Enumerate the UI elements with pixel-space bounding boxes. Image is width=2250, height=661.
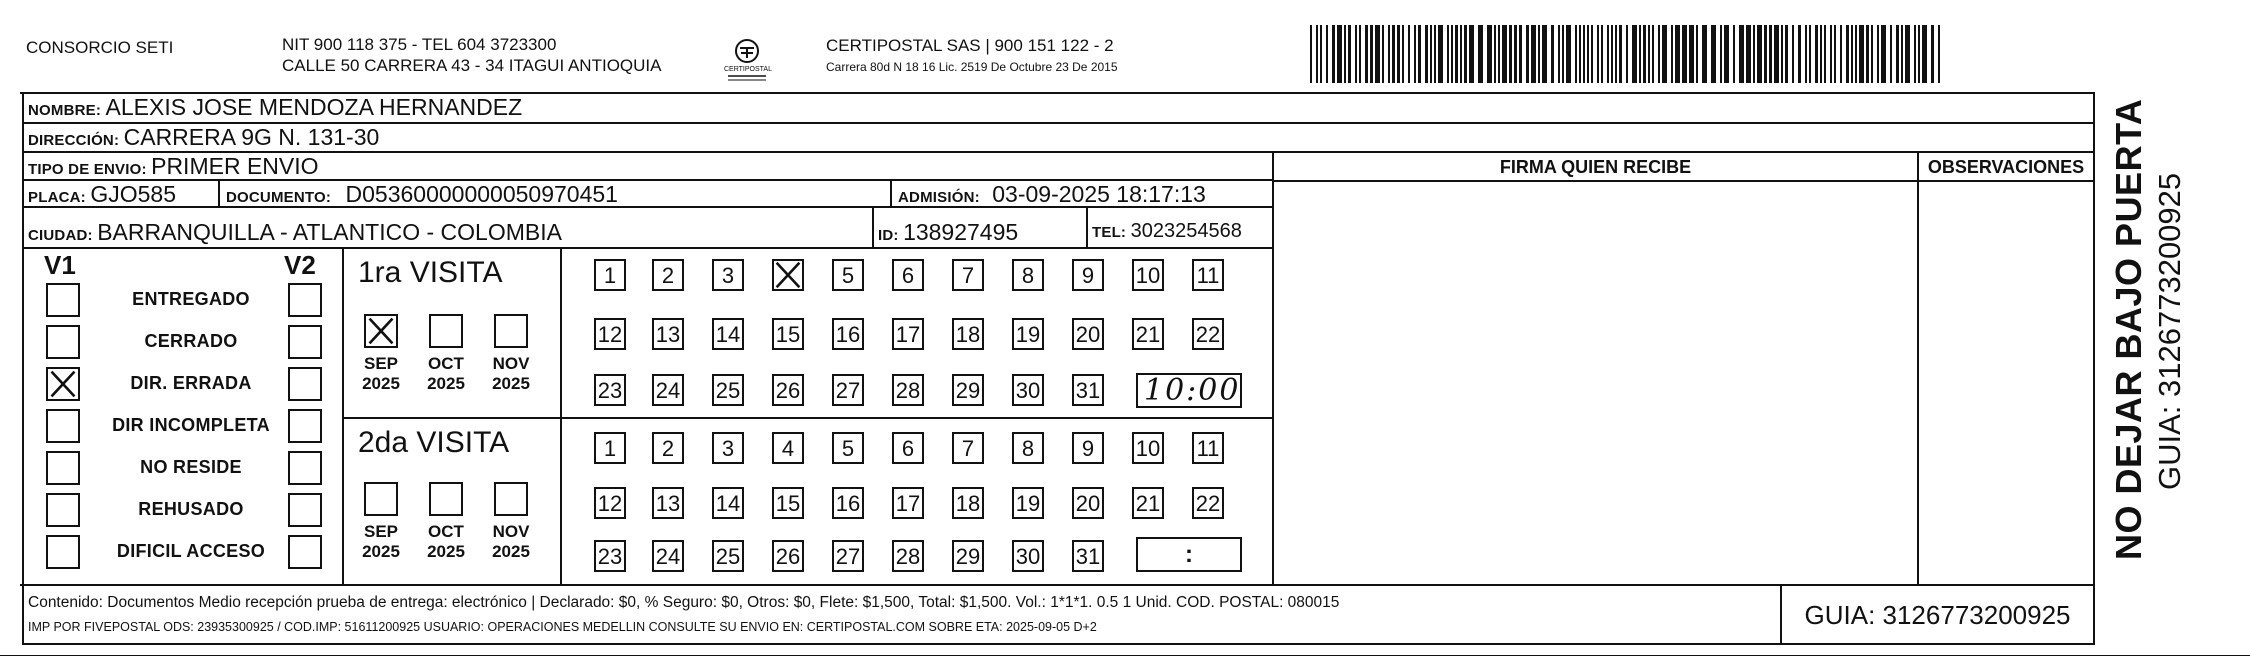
visit2-day-20[interactable]: 20 — [1072, 487, 1104, 519]
barcode-bar — [1542, 25, 1547, 83]
direccion-label: DIRECCIÓN: — [28, 132, 120, 149]
visit2-day-4[interactable]: 4 — [772, 432, 804, 464]
rule — [1086, 206, 1088, 247]
barcode-bar — [1711, 25, 1716, 83]
visit1-month-oct[interactable] — [429, 314, 463, 348]
v2-checkbox-rehusado[interactable] — [288, 493, 322, 527]
rule — [22, 643, 2095, 645]
visit2-day-18[interactable]: 18 — [952, 487, 984, 519]
barcode-bar — [1591, 25, 1593, 83]
nombre-row — [28, 94, 522, 121]
barcode-bar — [1866, 25, 1869, 83]
barcode-bar — [1397, 25, 1400, 83]
barcode-bar — [1478, 25, 1483, 83]
barcode-bar — [1494, 25, 1496, 83]
barcode-bar — [1587, 25, 1589, 83]
id-label: ID: — [878, 227, 899, 244]
visit1-day-4[interactable] — [772, 259, 804, 291]
visit2-month-label-oct: OCT — [428, 522, 464, 541]
visit1-year-label-nov: 2025 — [492, 374, 530, 393]
visit2-day-31[interactable]: 31 — [1072, 540, 1104, 572]
certipostal-line: CERTIPOSTAL SAS | 900 151 122 - 2 — [826, 36, 1114, 55]
tel-row — [1092, 220, 1242, 243]
visit1-time-box[interactable] — [1136, 373, 1242, 408]
documento-label: DOCUMENTO: — [226, 189, 332, 206]
rule — [872, 206, 874, 247]
visit1-day-21[interactable]: 21 — [1132, 318, 1164, 350]
observations-header: OBSERVACIONES — [1927, 157, 2085, 177]
visit2-day-14[interactable]: 14 — [712, 487, 744, 519]
visit1-day-23[interactable]: 23 — [594, 374, 626, 406]
ciudad-label: CIUDAD: — [28, 227, 93, 244]
barcode-bar — [1739, 25, 1744, 83]
barcode-bar — [1922, 25, 1927, 83]
visit2-day-11[interactable]: 11 — [1192, 432, 1224, 464]
placa-label: PLACA: — [28, 189, 86, 206]
v1-checkbox-cerrado[interactable] — [46, 325, 80, 359]
barcode-bar — [1859, 25, 1864, 83]
barcode-bar — [1746, 25, 1751, 83]
barcode-bar — [1619, 25, 1622, 83]
visit2-time-colon: : — [1185, 541, 1193, 568]
barcode-bar — [1502, 25, 1507, 83]
barcode-bar — [1464, 25, 1467, 83]
rule — [2093, 92, 2095, 643]
visit1-day-17[interactable]: 17 — [892, 318, 924, 350]
barcode-bar — [1337, 25, 1342, 83]
v1-checkbox-no-reside[interactable] — [46, 451, 80, 485]
barcode-bar — [1509, 25, 1512, 83]
visit1-day-2[interactable]: 2 — [652, 259, 684, 291]
status-label-dir-errada: DIR. ERRADA — [130, 373, 252, 393]
visit1-day-15[interactable]: 15 — [772, 318, 804, 350]
ciudad-row — [28, 219, 562, 246]
barcode-bar — [1689, 25, 1694, 83]
barcode-bar — [1583, 25, 1585, 83]
visit1-day-30[interactable]: 30 — [1012, 374, 1044, 406]
placa-row — [28, 181, 176, 208]
visit2-day-26[interactable]: 26 — [772, 540, 804, 572]
barcode-bar — [1890, 25, 1892, 83]
nombre-value: ALEXIS JOSE MENDOZA HERNANDEZ — [105, 94, 523, 120]
visit1-day-8[interactable]: 8 — [1012, 259, 1044, 291]
barcode-bar — [1519, 25, 1522, 83]
visit2-time-box[interactable] — [1136, 537, 1242, 572]
v2-checkbox-no-reside[interactable] — [288, 451, 322, 485]
visit2-year-label-nov: 2025 — [492, 542, 530, 561]
barcode-bar — [1365, 25, 1368, 83]
visit2-day-13[interactable]: 13 — [652, 487, 684, 519]
barcode-bar — [1558, 25, 1560, 83]
barcode-bar — [1753, 25, 1755, 83]
barcode-bar — [1310, 25, 1312, 83]
barcode-bar — [1498, 25, 1500, 83]
barcode-bar — [1834, 25, 1836, 83]
status-label-cerrado: CERRADO — [144, 331, 238, 351]
v2-checkbox-dir-errada[interactable] — [288, 367, 322, 401]
visit1-month-label-sep: SEP — [363, 354, 399, 373]
barcode-bar — [1551, 25, 1554, 83]
visit2-day-3[interactable]: 3 — [712, 432, 744, 464]
v2-checkbox-entregado[interactable] — [288, 283, 322, 317]
barcode-bar — [1408, 25, 1410, 83]
barcode-bar — [1370, 25, 1373, 83]
visit1-day-27[interactable]: 27 — [832, 374, 864, 406]
barcode-bar — [1469, 25, 1474, 83]
visit1-day-28[interactable]: 28 — [892, 374, 924, 406]
rule — [22, 92, 24, 643]
barcode-bar — [1487, 25, 1492, 83]
barcode-bar — [1359, 25, 1361, 83]
barcode-bar — [1316, 25, 1318, 83]
visit2-month-label-nov: NOV — [492, 522, 530, 541]
visit1-day-11[interactable]: 11 — [1192, 259, 1224, 291]
v2-checkbox-cerrado[interactable] — [288, 325, 322, 359]
barcode-bar — [1769, 25, 1772, 83]
visit1-day-10[interactable]: 10 — [1132, 259, 1164, 291]
barcode-bar — [1658, 25, 1660, 83]
tel-value: 3023254568 — [1130, 220, 1242, 242]
barcode-bar — [1648, 25, 1650, 83]
barcode-bar — [1455, 25, 1458, 83]
barcode-bar — [1809, 25, 1811, 83]
id-value: 138927495 — [903, 219, 1019, 245]
visit1-day-18[interactable]: 18 — [952, 318, 984, 350]
side-notice: NO DEJAR BAJO PUERTA — [2108, 98, 2149, 560]
visit2-day-17[interactable]: 17 — [892, 487, 924, 519]
visit2-day-6[interactable]: 6 — [892, 432, 924, 464]
barcode-bar — [1682, 25, 1687, 83]
license-line: Carrera 80d N 18 16 Lic. 2519 De Octubre 23 De 2015 — [826, 60, 1118, 74]
rule — [560, 247, 562, 584]
visit2-month-label-sep: SEP — [363, 522, 399, 541]
guia-box-text: GUIA: 3126773200925 — [1804, 600, 2071, 630]
visit1-month-sep[interactable] — [364, 314, 398, 348]
side-guia: GUIA: 3126773200925 — [2152, 172, 2187, 490]
barcode-bar — [1840, 25, 1842, 83]
barcode-bar — [1514, 25, 1517, 83]
visit2-day-21[interactable]: 21 — [1132, 487, 1164, 519]
barcode-bar — [1781, 25, 1783, 83]
observations-area[interactable] — [1919, 182, 2093, 584]
visit2-day-5[interactable]: 5 — [832, 432, 864, 464]
visit2-month-sep[interactable] — [364, 482, 398, 516]
admision-value: 03-09-2025 18:17:13 — [992, 181, 1206, 207]
barcode-bar — [1597, 25, 1599, 83]
tel-label: TEL: — [1092, 224, 1127, 241]
visit1-day-16[interactable]: 16 — [832, 318, 864, 350]
barcode-bar — [1632, 25, 1637, 83]
barcode-bar — [1798, 25, 1801, 83]
barcode-bar — [1938, 25, 1940, 83]
barcode-bar — [1626, 25, 1628, 83]
barcode-bar — [1643, 25, 1646, 83]
visit1-time-handwritten: 10:00 — [1144, 373, 1241, 408]
barcode-bar — [1815, 25, 1818, 83]
status-label-dir-incompleta: DIR INCOMPLETA — [112, 415, 270, 435]
barcode-bar — [1447, 25, 1449, 83]
visit2-day-22[interactable]: 22 — [1192, 487, 1224, 519]
visit2-day-9[interactable]: 9 — [1072, 432, 1104, 464]
barcode-bar — [1460, 25, 1462, 83]
barcode-bar — [1562, 25, 1564, 83]
visit1-year-label-sep: 2025 — [362, 374, 400, 393]
visit1-day-13[interactable]: 13 — [652, 318, 684, 350]
barcode-bar — [1375, 25, 1380, 83]
barcode-bar — [1764, 25, 1767, 83]
visit1-day-22[interactable]: 22 — [1192, 318, 1224, 350]
visit2-day-23[interactable]: 23 — [594, 540, 626, 572]
ciudad-value: BARRANQUILLA - ATLANTICO - COLOMBIA — [97, 219, 562, 245]
barcode-bar — [1425, 25, 1428, 83]
v1-checkbox-dir-incompleta[interactable] — [46, 409, 80, 443]
barcode-bar — [1382, 25, 1384, 83]
barcode-bar — [1434, 25, 1436, 83]
barcode-bar — [1855, 25, 1857, 83]
barcode-bar — [1430, 25, 1432, 83]
visit2-month-nov[interactable] — [494, 482, 528, 516]
v1-checkbox-dificil-acceso[interactable] — [46, 535, 80, 569]
barcode-bar — [1566, 25, 1571, 83]
barcode-bar — [1526, 25, 1529, 83]
visit2-year-label-sep: 2025 — [362, 542, 400, 561]
barcode-bar — [1785, 25, 1788, 83]
visit2-day-8[interactable]: 8 — [1012, 432, 1044, 464]
admision-row — [898, 181, 1206, 208]
barcode-bar — [1896, 25, 1899, 83]
barcode-bar — [1607, 25, 1609, 83]
direccion-value: CARRERA 9G N. 131-30 — [123, 124, 380, 150]
barcode-bar — [1418, 25, 1421, 83]
visit2-day-10[interactable]: 10 — [1132, 432, 1164, 464]
content-line: Contenido: Documentos Medio recepción prueba de entrega: electrónico | Declarado: $0, % Seguro: $0, Otros: $0, Flete: $1,500, Total: $1,500. Vol.: 1*1*1. 0.5 1 Unid. COD. POSTAL: 080015 — [28, 594, 1340, 611]
visit1-day-3[interactable]: 3 — [712, 259, 744, 291]
tipo-row — [28, 153, 319, 180]
rule — [218, 179, 220, 207]
barcode-bar — [1724, 25, 1729, 83]
documento-row — [226, 181, 618, 208]
tipo-value: PRIMER ENVIO — [151, 153, 319, 179]
visit1-day-31[interactable]: 31 — [1072, 374, 1104, 406]
visit1-day-9[interactable]: 9 — [1072, 259, 1104, 291]
barcode-bar — [1601, 25, 1603, 83]
visit2-day-1[interactable]: 1 — [594, 432, 626, 464]
barcode-bar — [1451, 25, 1453, 83]
id-row — [878, 219, 1018, 246]
visit2-day-16[interactable]: 16 — [832, 487, 864, 519]
barcode-bar — [1639, 25, 1641, 83]
status-label-entregado: ENTREGADO — [132, 289, 250, 309]
rule — [890, 179, 892, 207]
barcode-bar — [1675, 25, 1680, 83]
visit1-month-nov[interactable] — [494, 314, 528, 348]
visit1-day-19[interactable]: 19 — [1012, 318, 1044, 350]
visit2-day-25[interactable]: 25 — [712, 540, 744, 572]
visit1-month-label-nov: NOV — [492, 354, 530, 373]
barcode-bar — [1615, 25, 1617, 83]
nit-line: NIT 900 118 375 - TEL 604 3723300 — [282, 35, 557, 54]
rule — [22, 247, 1272, 249]
v1-checkbox-dir-errada[interactable] — [46, 367, 80, 401]
barcode-bar — [1702, 25, 1707, 83]
barcode-bar — [1671, 25, 1673, 83]
company-name: CONSORCIO SETI — [26, 38, 174, 57]
barcode-bar — [1344, 25, 1346, 83]
tipo-label: TIPO DE ENVIO: — [28, 161, 147, 178]
barcode-bar — [1662, 25, 1667, 83]
barcode-bar — [1332, 25, 1335, 83]
barcode-bar — [1392, 25, 1395, 83]
visit2-day-2[interactable]: 2 — [652, 432, 684, 464]
visit2-month-oct[interactable] — [429, 482, 463, 516]
barcode-bar — [1388, 25, 1390, 83]
address-line: CALLE 50 CARRERA 43 - 34 ITAGUI ANTIOQUIA — [282, 56, 662, 75]
visit1-day-7[interactable]: 7 — [952, 259, 984, 291]
visit1-day-14[interactable]: 14 — [712, 318, 744, 350]
barcode-bar — [1901, 25, 1903, 83]
barcode-bar — [1881, 25, 1886, 83]
barcode-bar — [1774, 25, 1779, 83]
barcode-bar — [1348, 25, 1351, 83]
visit2-day-28[interactable]: 28 — [892, 540, 924, 572]
visit1-day-29[interactable]: 29 — [952, 374, 984, 406]
documento-value: D05360000000050970451 — [345, 181, 618, 207]
rule — [20, 584, 2095, 586]
barcode-bar — [1575, 25, 1577, 83]
barcode-bar — [1792, 25, 1794, 83]
certipostal-logo — [724, 36, 770, 84]
barcode-bar — [1871, 25, 1873, 83]
direccion-row — [28, 124, 379, 151]
visit1-day-5[interactable]: 5 — [832, 259, 864, 291]
visit1-title: 1ra VISITA — [358, 256, 503, 289]
visit2-year-label-oct: 2025 — [427, 542, 465, 561]
v1-checkbox-entregado[interactable] — [46, 283, 80, 317]
status-label-rehusado: REHUSADO — [138, 499, 244, 519]
visit1-day-20[interactable]: 20 — [1072, 318, 1104, 350]
visit2-day-15[interactable]: 15 — [772, 487, 804, 519]
barcode-bar — [1402, 25, 1404, 83]
barcode-bar — [1918, 25, 1920, 83]
barcode-bar — [1696, 25, 1698, 83]
signature-area[interactable] — [1274, 182, 1917, 584]
barcode-bar — [1820, 25, 1822, 83]
admision-label: ADMISIÓN: — [898, 189, 980, 206]
barcode-bar — [1914, 25, 1916, 83]
placa-value: GJO585 — [90, 181, 176, 207]
barcode-bar — [1931, 25, 1934, 83]
visit2-day-27[interactable]: 27 — [832, 540, 864, 572]
barcode-bar — [1531, 25, 1536, 83]
barcode-bar — [1757, 25, 1762, 83]
barcode-bar — [1326, 25, 1328, 83]
logo-text: CERTIPOSTAL — [724, 66, 772, 73]
visit1-day-25[interactable]: 25 — [712, 374, 744, 406]
v1-checkbox-rehusado[interactable] — [46, 493, 80, 527]
barcode-bar — [1355, 25, 1357, 83]
visit2-day-7[interactable]: 7 — [952, 432, 984, 464]
barcode-bar — [1652, 25, 1654, 83]
barcode-bar — [1720, 25, 1722, 83]
visit1-day-12[interactable]: 12 — [594, 318, 626, 350]
visit2-day-12[interactable]: 12 — [594, 487, 626, 519]
status-label-no-reside: NO RESIDE — [140, 457, 242, 477]
barcode-bar — [1733, 25, 1735, 83]
rule — [342, 417, 1272, 419]
barcode-bar — [1830, 25, 1832, 83]
visit2-day-19[interactable]: 19 — [1012, 487, 1044, 519]
barcode-bar — [1414, 25, 1416, 83]
visit2-day-29[interactable]: 29 — [952, 540, 984, 572]
visit2-day-24[interactable]: 24 — [652, 540, 684, 572]
barcode-bar — [1538, 25, 1540, 83]
v2-checkbox-dificil-acceso[interactable] — [288, 535, 322, 569]
barcode-bar — [1579, 25, 1581, 83]
rule — [0, 655, 2250, 656]
visit2-day-30[interactable]: 30 — [1012, 540, 1044, 572]
barcode-bar — [1611, 25, 1613, 83]
barcode-bar — [1320, 25, 1322, 83]
visit1-month-label-oct: OCT — [428, 354, 464, 373]
visit1-day-24[interactable]: 24 — [652, 374, 684, 406]
visit1-day-6[interactable]: 6 — [892, 259, 924, 291]
barcode-bar — [1824, 25, 1826, 83]
barcode-bar — [1877, 25, 1879, 83]
signature-header: FIRMA QUIEN RECIBE — [1499, 157, 1692, 177]
barcode — [1310, 25, 1942, 83]
visit1-year-label-oct: 2025 — [427, 374, 465, 393]
rule — [22, 151, 2095, 153]
v2-header: V2 — [284, 250, 316, 280]
v1-header: V1 — [44, 250, 76, 280]
barcode-bar — [1905, 25, 1910, 83]
status-label-dificil-acceso: DIFICIL ACCESO — [116, 541, 266, 561]
barcode-bar — [1438, 25, 1443, 83]
visit2-title: 2da VISITA — [358, 426, 510, 459]
v2-checkbox-dir-incompleta[interactable] — [288, 409, 322, 443]
rule — [342, 247, 344, 584]
imp-line: IMP POR FIVEPOSTAL ODS: 23935300925 / COD.IMP: 51611200925 USUARIO: OPERACIONES MEDELLIN CONSULTE SU ENVIO EN: CERTIPOSTAL.COM SOBRE ETA: 2025-09-05 D+2 — [28, 620, 1097, 634]
barcode-bar — [1805, 25, 1807, 83]
barcode-bar — [1851, 25, 1853, 83]
visit1-day-26[interactable]: 26 — [772, 374, 804, 406]
barcode-bar — [1846, 25, 1849, 83]
nombre-label: NOMBRE: — [28, 102, 102, 119]
visit1-day-1[interactable]: 1 — [594, 259, 626, 291]
